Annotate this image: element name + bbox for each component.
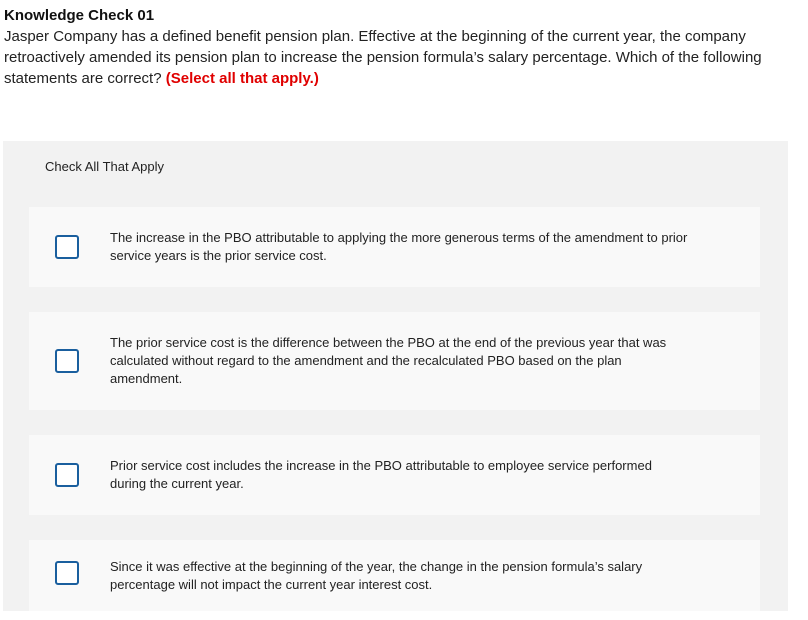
option-text-3: Prior service cost includes the increase in the PBO attributable to employee service performed during the current year. [110,458,652,491]
answer-option-1[interactable] [29,207,760,287]
checkbox-1[interactable] [55,235,79,259]
checkbox-3[interactable] [55,463,79,487]
select-all-note: (Select all that apply.) [165,70,319,87]
question-header [4,6,800,89]
option-text-4: Since it was effective at the beginning of the year, the change in the pension formula’s salary percentage will not impact the current year interest cost. [110,559,643,592]
checkbox-2[interactable] [55,349,79,373]
page-title: Knowledge Check 01 [4,7,155,24]
answer-option-3[interactable] [29,435,760,515]
question-text [4,26,800,89]
answer-option-4[interactable] [29,540,760,611]
answer-option-2[interactable] [29,312,760,410]
panel-label: Check All That Apply [45,159,164,174]
checkbox-4[interactable] [55,561,79,585]
answer-panel [3,141,788,611]
option-text-2: The prior service cost is the difference between the PBO at the end of the previous year that was calculated without regard to the amendment and the recalculated PBO based on the plan amendment. [110,335,667,386]
option-text-1: The increase in the PBO attributable to applying the more generous terms of the amendment to prior service years is the prior service cost. [110,230,688,263]
question-body: Jasper Company has a defined benefit pension plan. Effective at the beginning of the current year, the company retroactively amended its pension plan to increase the pension formula’s salary percentage. Which of the following statements are correct? [4,28,762,87]
